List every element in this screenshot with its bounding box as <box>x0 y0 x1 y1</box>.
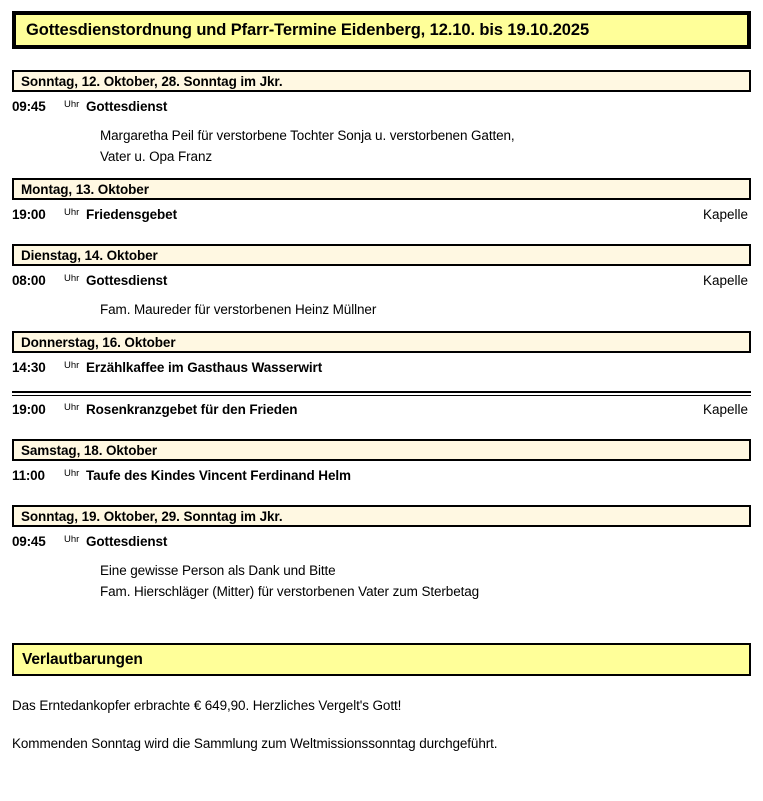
event-title: Gottesdienst <box>86 534 168 549</box>
event-time: 11:00 <box>12 468 45 483</box>
event-time-unit: Uhr <box>64 273 80 284</box>
day-header <box>12 505 751 527</box>
event-entry <box>0 402 763 428</box>
day-header-label: Sonntag, 19. Oktober, 29. Sonntag im Jkr. <box>21 508 283 524</box>
day-header-label: Samstag, 18. Oktober <box>21 442 158 458</box>
event-time: 14:30 <box>12 360 46 375</box>
event-title: Gottesdienst <box>86 273 168 288</box>
day-header <box>12 244 751 266</box>
event-description-line: Vater u. Opa Franz <box>100 149 213 164</box>
event-main-row <box>12 534 751 560</box>
event-title: Friedensgebet <box>86 207 177 222</box>
event-entry <box>0 273 763 320</box>
spacer <box>0 320 763 331</box>
event-time: 08:00 <box>12 273 46 288</box>
spacer <box>0 92 763 99</box>
event-entry <box>0 468 763 494</box>
notice-line: Kommenden Sonntag wird die Sammlung zum Weltmissionssonntag durchgeführt. <box>12 736 498 751</box>
event-title: Taufe des Kindes Vincent Ferdinand Helm <box>86 468 351 483</box>
event-description-line: Fam. Maureder für verstorbenen Heinz Müllner <box>100 302 377 317</box>
event-time-unit: Uhr <box>64 402 80 413</box>
notice-line: Das Erntedankopfer erbrachte € 649,90. Herzliches Vergelt's Gott! <box>12 698 402 713</box>
spacer <box>0 428 763 439</box>
day-header-label: Dienstag, 14. Oktober <box>21 247 158 263</box>
event-time: 19:00 <box>12 402 46 417</box>
day-header <box>12 331 751 353</box>
event-time-unit: Uhr <box>64 360 80 371</box>
schedule-list <box>0 70 763 613</box>
day-header <box>12 70 751 92</box>
notices-heading: Verlautbarungen <box>22 650 143 668</box>
event-entry <box>0 534 763 602</box>
document-title-banner <box>12 11 751 49</box>
spacer <box>0 527 763 534</box>
event-location: Kapelle <box>702 207 748 222</box>
day-block <box>0 439 763 505</box>
event-description-line: Eine gewisse Person als Dank und Bitte <box>100 563 336 578</box>
day-block <box>0 244 763 331</box>
event-time: 19:00 <box>12 207 46 222</box>
day-header-label: Sonntag, 12. Oktober, 28. Sonntag im Jkr. <box>21 73 283 89</box>
event-time: 09:45 <box>12 534 46 549</box>
event-title: Gottesdienst <box>86 99 168 114</box>
event-divider <box>12 391 751 396</box>
event-description-line: Fam. Hierschläger (Mitter) für verstorbenen Vater zum Sterbetag <box>100 584 480 599</box>
event-time-unit: Uhr <box>64 468 80 479</box>
event-time: 09:45 <box>12 99 46 114</box>
parish-bulletin-page <box>0 11 763 753</box>
event-title: Rosenkranzgebet für den Frieden <box>86 402 298 417</box>
event-location: Kapelle <box>702 402 748 417</box>
event-description-line: Margaretha Peil für verstorbene Tochter Sonja u. verstorbenen Gatten, <box>100 128 515 143</box>
spacer <box>0 494 763 505</box>
day-block <box>0 505 763 613</box>
notices-body <box>0 697 763 753</box>
event-entry <box>0 99 763 167</box>
day-header-label: Montag, 13. Oktober <box>21 181 149 197</box>
notices-section <box>0 643 763 753</box>
event-location: Kapelle <box>702 273 748 288</box>
spacer <box>0 266 763 273</box>
day-header <box>12 178 751 200</box>
notices-header <box>12 643 751 676</box>
spacer <box>0 167 763 178</box>
spacer <box>0 233 763 244</box>
spacer <box>0 353 763 360</box>
spacer <box>0 602 763 613</box>
event-main-row <box>12 402 751 428</box>
day-block <box>0 70 763 178</box>
day-header <box>12 439 751 461</box>
event-entry <box>0 207 763 233</box>
day-block <box>0 178 763 244</box>
event-title: Erzählkaffee im Gasthaus Wasserwirt <box>86 360 323 375</box>
spacer <box>0 200 763 207</box>
event-time-unit: Uhr <box>64 99 80 110</box>
event-main-row <box>12 99 751 125</box>
event-main-row <box>12 360 751 386</box>
event-time-unit: Uhr <box>64 207 80 218</box>
day-header-label: Donnerstag, 16. Oktober <box>21 334 176 350</box>
spacer <box>0 461 763 468</box>
event-time-unit: Uhr <box>64 534 80 545</box>
page-title: Gottesdienstordnung und Pfarr-Termine Eidenberg, 12.10. bis 19.10.2025 <box>26 20 590 39</box>
event-main-row <box>12 273 751 299</box>
day-block <box>0 331 763 439</box>
event-main-row <box>12 207 751 233</box>
event-main-row <box>12 468 751 494</box>
event-entry <box>0 360 763 386</box>
